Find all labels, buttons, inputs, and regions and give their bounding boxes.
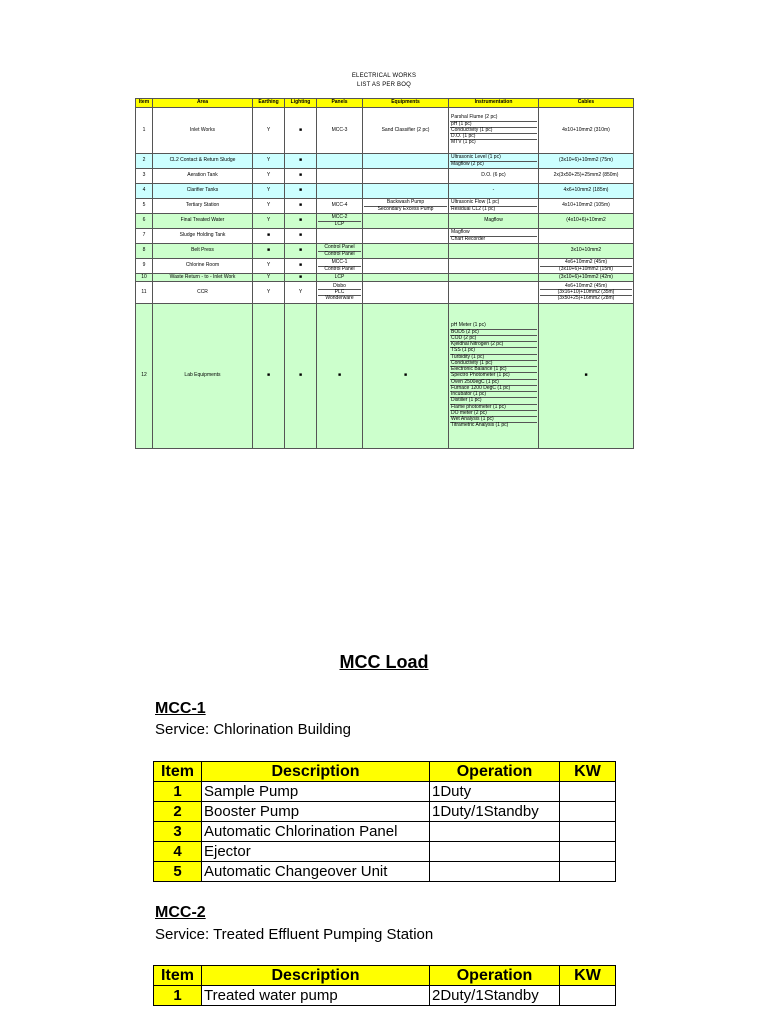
item-cell: 6 — [136, 214, 153, 229]
panels-cell — [317, 259, 363, 274]
lighting-cell: ■ — [285, 184, 317, 199]
cables-cell-entry: (3x10+6)+10mm2 (15m) — [540, 266, 632, 272]
instrumentation-cell-entry: pH (1 pc) — [450, 121, 537, 127]
cables-cell: 4x10+10mm2 (310m) — [539, 108, 634, 154]
cables-cell: 3x10+10mm2 — [539, 244, 634, 259]
equipments-cell — [363, 184, 449, 199]
mcc-2-header-row — [154, 966, 616, 986]
cables-cell — [539, 282, 634, 304]
instrumentation-cell-entry: BOD5 (2 pc) — [450, 329, 537, 335]
instrumentation-cell-entry: Residual CL2 (1 pc) — [450, 206, 537, 212]
instrumentation-cell-entry: Turbidity (1 pc) — [450, 354, 537, 360]
lighting-cell: ■ — [285, 108, 317, 154]
instrumentation-cell-entry: Wet Analysis (1 pc) — [450, 416, 537, 422]
item-cell: 8 — [136, 244, 153, 259]
item-cell: 7 — [136, 229, 153, 244]
table-row — [136, 108, 634, 154]
mcc-operation-cell: 1Duty — [430, 782, 560, 802]
instrumentation-cell-entry: DO meter (2 pc) — [450, 410, 537, 416]
panels-cell — [317, 154, 363, 169]
instrumentation-cell-entry: Parshal Flume (2 pc) — [451, 114, 498, 121]
earthing-cell: ■ — [253, 229, 285, 244]
cables-cell-entry: (3x16+10)+10mm2 (35m) — [540, 289, 632, 295]
area-cell: Lab Equipments — [153, 304, 253, 449]
equipments-cell: ■ — [363, 304, 449, 449]
mcc-item-cell: 3 — [154, 822, 202, 842]
instrumentation-cell-entry: Magflow (2 pc) — [450, 161, 537, 167]
area-cell: Chlorine Room — [153, 259, 253, 274]
item-cell: 1 — [136, 108, 153, 154]
instrumentation-cell-entry: Oven 2500egC (1 pc) — [450, 379, 537, 385]
panels-cell-entry: Control Panel — [324, 244, 355, 251]
instrumentation-cell — [449, 274, 539, 282]
panels-cell: LCP — [317, 274, 363, 282]
instrumentation-cell-entry: Kjeldhal Nitrogen (2 pc) — [450, 341, 537, 347]
item-cell: 9 — [136, 259, 153, 274]
panels-cell: MCC-3 — [317, 108, 363, 154]
col-header-earthing: Earthing — [253, 99, 285, 108]
item-cell: 10 — [136, 274, 153, 282]
instrumentation-cell-entry: Ultrasonic Flow (1 pc) — [451, 199, 500, 206]
mcc-kw-cell — [560, 862, 616, 882]
mcc-1-col-kw: KW — [560, 762, 616, 782]
mcc-kw-cell — [560, 822, 616, 842]
panels-cell: MCC-4 — [317, 199, 363, 214]
mcc-description-cell: Sample Pump — [202, 782, 430, 802]
instrumentation-cell — [449, 304, 539, 449]
mcc-item-cell: 4 — [154, 842, 202, 862]
mcc-1-header-row — [154, 762, 616, 782]
table-row — [136, 282, 634, 304]
instrumentation-cell — [449, 154, 539, 169]
table-row — [154, 822, 616, 842]
cables-cell: 4x6+10mm2 (185m) — [539, 184, 634, 199]
cables-cell-entry: (3x50+25)+16mm2 (28m) — [540, 295, 632, 301]
panels-cell-entry: Control Panel — [318, 251, 361, 257]
cables-cell-entry: 4x6+10mm2 (45m) — [564, 259, 608, 266]
earthing-cell: Y — [253, 184, 285, 199]
instrumentation-cell-entry: Magflow — [451, 229, 470, 236]
mcc-operation-cell: 2Duty/1Standby — [430, 986, 560, 1006]
document-heading — [0, 72, 768, 90]
mcc-2-heading: MCC-2 — [155, 904, 206, 921]
table-row — [136, 169, 634, 184]
table-row — [136, 199, 634, 214]
lighting-cell: ■ — [285, 274, 317, 282]
mcc-2-col-description: Description — [202, 966, 430, 986]
instrumentation-cell-entry: Chart Recorder — [450, 236, 537, 242]
earthing-cell: Y — [253, 282, 285, 304]
instrumentation-cell-entry: TSS (1 pc) — [450, 347, 537, 353]
lighting-cell: ■ — [285, 244, 317, 259]
instrumentation-cell — [449, 259, 539, 274]
earthing-cell: Y — [253, 199, 285, 214]
table-row — [136, 259, 634, 274]
instrumentation-cell — [449, 108, 539, 154]
instrumentation-cell: Magflow — [449, 214, 539, 229]
table-row — [154, 862, 616, 882]
earthing-cell: Y — [253, 169, 285, 184]
mcc-description-cell: Booster Pump — [202, 802, 430, 822]
instrumentation-cell-entry: D.O. (1 pc) — [450, 133, 537, 139]
mcc-operation-cell — [430, 862, 560, 882]
item-cell: 12 — [136, 304, 153, 449]
instrumentation-cell — [449, 282, 539, 304]
mcc-1-service: Service: Chlorination Building — [155, 721, 351, 738]
panels-cell-entry: Wonderware — [318, 295, 361, 301]
mcc-2-service: Service: Treated Effluent Pumping Station — [155, 926, 434, 943]
mcc-1-col-operation: Operation — [430, 762, 560, 782]
panels-cell — [317, 169, 363, 184]
mcc-item-cell: 2 — [154, 802, 202, 822]
col-header-item: Item — [136, 99, 153, 108]
mcc-kw-cell — [560, 782, 616, 802]
instrumentation-cell: - — [449, 184, 539, 199]
earthing-cell: Y — [253, 154, 285, 169]
mcc-description-cell: Automatic Chlorination Panel — [202, 822, 430, 842]
equipments-cell — [363, 154, 449, 169]
cables-cell: 2x(3x50+25)+25mm2 (850m) — [539, 169, 634, 184]
panels-cell-entry: MCC-2 — [331, 214, 348, 221]
cables-cell — [539, 229, 634, 244]
mcc-operation-cell — [430, 822, 560, 842]
mcc-item-cell: 1 — [154, 782, 202, 802]
cables-cell — [539, 259, 634, 274]
equipments-cell-entry: Secondary Excess Pump — [364, 206, 447, 212]
mcc-2-col-item: Item — [154, 966, 202, 986]
panels-cell — [317, 229, 363, 244]
lighting-cell: ■ — [285, 199, 317, 214]
mcc-1-heading: MCC-1 — [155, 700, 206, 717]
item-cell: 11 — [136, 282, 153, 304]
cables-cell-entry: 4x6+10mm2 (45m) — [564, 282, 608, 289]
equipments-cell: Sand Classifier (2 pc) — [363, 108, 449, 154]
item-cell: 3 — [136, 169, 153, 184]
area-cell: Clarifier Tanks — [153, 184, 253, 199]
works-table-body — [136, 108, 634, 449]
lighting-cell: ■ — [285, 169, 317, 184]
equipments-cell-entry: Backwash Pump — [386, 199, 425, 206]
mcc-operation-cell: 1Duty/1Standby — [430, 802, 560, 822]
instrumentation-cell: D.O. (6 pc) — [449, 169, 539, 184]
equipments-cell — [363, 169, 449, 184]
panels-cell — [317, 214, 363, 229]
lighting-cell: ■ — [285, 154, 317, 169]
table-row — [136, 304, 634, 449]
table-row — [154, 986, 616, 1006]
panels-cell-entry: PLC — [318, 289, 361, 295]
panels-cell — [317, 282, 363, 304]
earthing-cell: Y — [253, 274, 285, 282]
equipments-cell — [363, 244, 449, 259]
instrumentation-cell-entry: Conductivity (1 pc) — [450, 127, 537, 133]
heading-line-2: LIST AS PER BOQ — [357, 82, 411, 88]
mcc-2-table — [153, 965, 616, 1006]
table-row — [136, 244, 634, 259]
area-cell: Final Treated Water — [153, 214, 253, 229]
panels-cell — [317, 244, 363, 259]
earthing-cell: Y — [253, 214, 285, 229]
panels-cell — [317, 184, 363, 199]
mcc-2-col-kw: KW — [560, 966, 616, 986]
table-row — [136, 184, 634, 199]
area-cell: Inlet Works — [153, 108, 253, 154]
table-row — [136, 214, 634, 229]
earthing-cell: Y — [253, 259, 285, 274]
instrumentation-cell-entry: Titrametric Analysis (1 pc) — [450, 422, 537, 428]
instrumentation-cell-entry: COD (2 pc) — [450, 335, 537, 341]
electrical-works-table — [135, 98, 634, 449]
equipments-cell — [363, 259, 449, 274]
instrumentation-cell-entry: Electronic Balance (1 pc) — [450, 366, 537, 372]
mcc-load-title: MCC Load — [339, 652, 429, 672]
mcc-2-table-body — [154, 986, 616, 1006]
instrumentation-cell-entry: Flame photometer (1 pc) — [450, 404, 537, 410]
lighting-cell: ■ — [285, 229, 317, 244]
lighting-cell: ■ — [285, 304, 317, 449]
cables-cell: (3x10+6)+10mm2 (42m) — [539, 274, 634, 282]
mcc-operation-cell — [430, 842, 560, 862]
table-row — [136, 154, 634, 169]
equipments-cell — [363, 274, 449, 282]
col-header-cables: Cables — [539, 99, 634, 108]
area-cell: Aeration Tank — [153, 169, 253, 184]
area-cell: Tertiary Station — [153, 199, 253, 214]
item-cell: 2 — [136, 154, 153, 169]
instrumentation-cell-entry: Ultrasonic Level (1 pc) — [451, 154, 501, 161]
instrumentation-cell — [449, 199, 539, 214]
instrumentation-cell-entry: Distiller (1 pc) — [450, 397, 537, 403]
col-header-equipments: Equipments — [363, 99, 449, 108]
instrumentation-cell-entry: Furnace 1200 DegC (1 pc) — [450, 385, 537, 391]
lighting-cell: ■ — [285, 259, 317, 274]
instrumentation-cell-entry: Incubator (1 pc) — [450, 391, 537, 397]
equipments-cell — [363, 229, 449, 244]
table-row — [154, 802, 616, 822]
panels-cell-entry: MCC-1 — [331, 259, 348, 266]
instrumentation-cell-entry: MTV (1 pc) — [450, 139, 537, 145]
cables-cell: (3x10+6)+10mm2 (75m) — [539, 154, 634, 169]
table-row — [154, 842, 616, 862]
equipments-cell — [363, 199, 449, 214]
mcc-1-col-description: Description — [202, 762, 430, 782]
table-row — [154, 782, 616, 802]
equipments-cell — [363, 214, 449, 229]
panels-cell-entry: Disbo — [333, 282, 346, 289]
mcc-1-table-body — [154, 782, 616, 882]
area-cell: Sludge Holding Tank — [153, 229, 253, 244]
mcc-item-cell: 5 — [154, 862, 202, 882]
mcc-item-cell: 1 — [154, 986, 202, 1006]
area-cell: CCR — [153, 282, 253, 304]
heading-line-1: ELECTRICAL WORKS — [351, 73, 417, 79]
instrumentation-cell-entry: Conductivity (1 pc) — [450, 360, 537, 366]
cables-cell: 4x10+10mm2 (105m) — [539, 199, 634, 214]
mcc-kw-cell — [560, 842, 616, 862]
col-header-area: Area — [153, 99, 253, 108]
instrumentation-cell — [449, 244, 539, 259]
earthing-cell: ■ — [253, 244, 285, 259]
mcc-1-table — [153, 761, 616, 882]
panels-cell: ■ — [317, 304, 363, 449]
earthing-cell: ■ — [253, 304, 285, 449]
mcc-description-cell: Automatic Changeover Unit — [202, 862, 430, 882]
table-row — [136, 229, 634, 244]
mcc-description-cell: Ejector — [202, 842, 430, 862]
earthing-cell: Y — [253, 108, 285, 154]
area-cell: Belt Press — [153, 244, 253, 259]
cables-cell: ■ — [539, 304, 634, 449]
lighting-cell: Y — [285, 282, 317, 304]
equipments-cell — [363, 282, 449, 304]
item-cell: 4 — [136, 184, 153, 199]
works-table-header-row — [136, 99, 634, 108]
mcc-kw-cell — [560, 986, 616, 1006]
item-cell: 5 — [136, 199, 153, 214]
mcc-1-col-item: Item — [154, 762, 202, 782]
instrumentation-cell — [449, 229, 539, 244]
mcc-kw-cell — [560, 802, 616, 822]
panels-cell-entry: LCP — [318, 221, 361, 227]
lighting-cell: ■ — [285, 214, 317, 229]
area-cell: CL2 Contact & Return Sludge — [153, 154, 253, 169]
panels-cell-entry: Control Panel — [318, 266, 361, 272]
mcc-2-col-operation: Operation — [430, 966, 560, 986]
col-header-instrumentation: Instrumentation — [449, 99, 539, 108]
instrumentation-cell-entry: pH Meter (1 pc) — [451, 322, 486, 329]
col-header-lighting: Lighting — [285, 99, 317, 108]
mcc-description-cell: Treated water pump — [202, 986, 430, 1006]
table-row — [136, 274, 634, 282]
area-cell: Waste Return - to - Inlet Work — [153, 274, 253, 282]
cables-cell: (4x10+6)+10mm2 — [539, 214, 634, 229]
col-header-panels: Panels — [317, 99, 363, 108]
instrumentation-cell-entry: Spectro Photometer (1 pc) — [450, 372, 537, 378]
